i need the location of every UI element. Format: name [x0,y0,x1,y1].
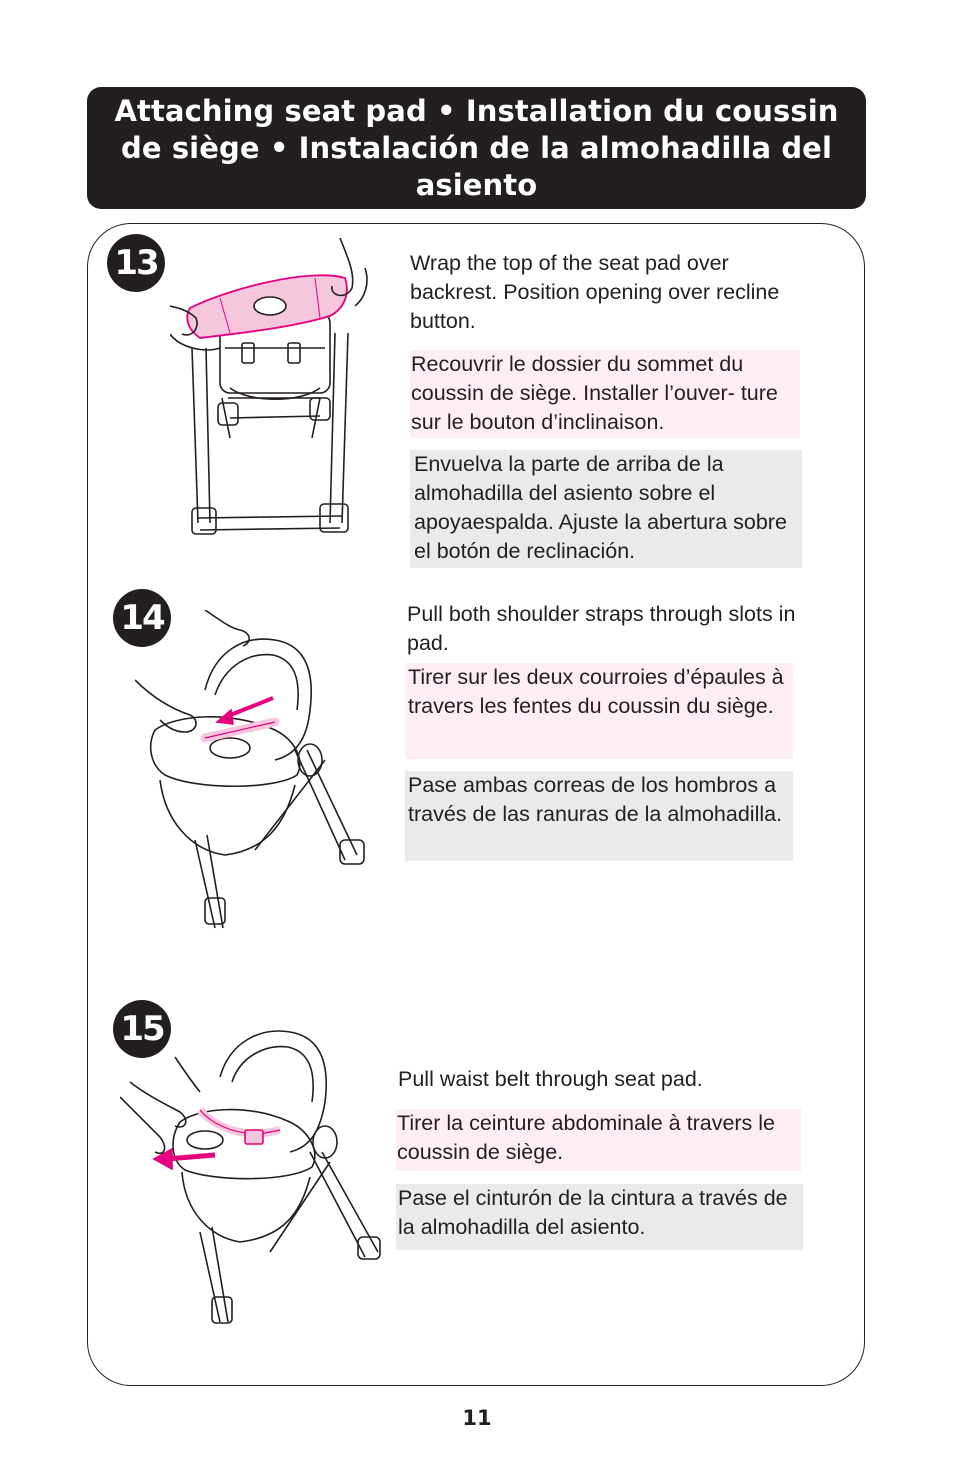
step-15-spanish: Pase el cinturón de la cintura a través de la almohadilla del asiento. [396,1184,803,1250]
section-title: Attaching seat pad • Installation du coussin de siège • Instalación de la almohadilla del asiento [114,93,839,202]
step-15-english: Pull waist belt through seat pad. [398,1067,703,1091]
step-13-illustration [170,238,375,548]
step-15-illustration [120,1022,382,1327]
step-14-illustration [135,610,375,935]
page-number: 11 [462,1406,492,1430]
step-14-english: Pull both shoulder straps through slots in pad. [407,602,796,655]
section-header [87,87,866,209]
step-13-english: Wrap the top of the seat pad over backrest. Position opening over recline button. [410,251,780,333]
step-14-french: Tirer sur les deux courroies d’épaules à travers les fentes du coussin du siège. [405,663,793,759]
step-13-badge: 13 [107,234,165,292]
step-13-french: Recouvrir le dossier du sommet du coussin de siège. Installer l’ouver- ture sur le bouton d’inclinaison. [410,350,800,438]
step-15-french: Tirer la ceinture abdominale à travers le coussin de siège. [396,1109,801,1171]
step-14-badge: 14 [113,589,171,647]
step-14-spanish: Pase ambas correas de los hombros a través de las ranuras de la almohadilla. [405,771,793,861]
step-13-spanish: Envuelva la parte de arriba de la almohadilla del asiento sobre el apoyaespalda. Ajuste la abertura sobre el botón de reclinación. [410,450,802,568]
step-15-badge: 15 [113,1000,171,1058]
